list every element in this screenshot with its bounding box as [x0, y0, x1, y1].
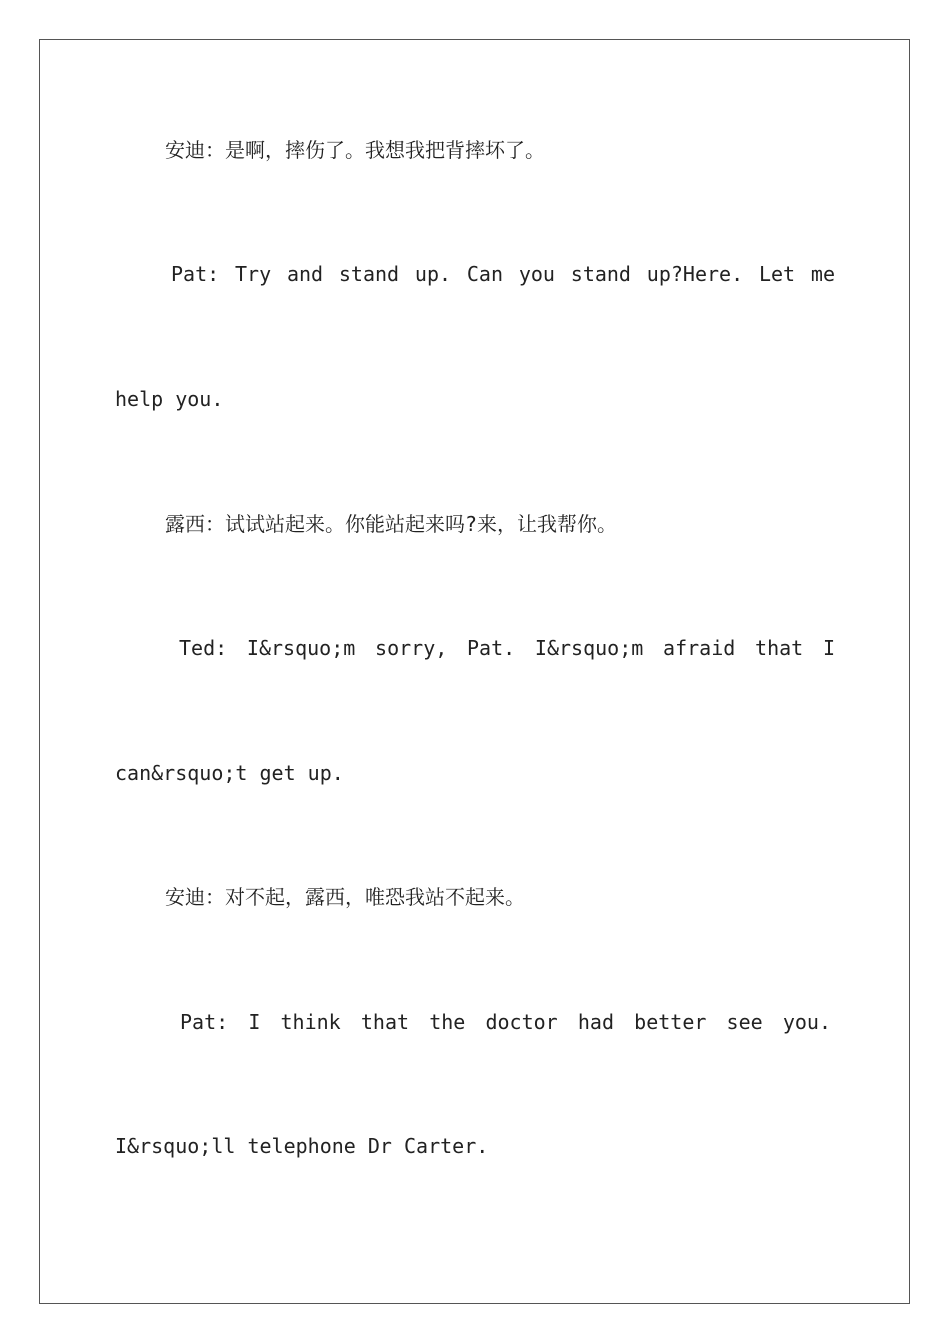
page-frame	[39, 39, 910, 1304]
paragraph-line-2: Pat: Try and stand up. Can you stand up?Here. Let me	[171, 262, 835, 286]
paragraph-line-5: Ted: I&rsquo;m sorry, Pat. I&rsquo;m afraid that I	[179, 636, 835, 660]
paragraph-line-3: help you.	[115, 387, 224, 411]
paragraph-line-1: 安迪：是啊，摔伤了。我想我把背摔坏了。	[165, 138, 545, 162]
paragraph-line-7: 安迪：对不起，露西，唯恐我站不起来。	[165, 885, 525, 909]
paragraph-line-6: can&rsquo;t get up.	[115, 761, 344, 785]
paragraph-line-8: Pat: I think that the doctor had better see you.	[180, 1010, 831, 1034]
paragraph-line-4: 露西：试试站起来。你能站起来吗?来，让我帮你。	[165, 512, 618, 536]
paragraph-line-9: I&rsquo;ll telephone Dr Carter.	[115, 1134, 489, 1158]
